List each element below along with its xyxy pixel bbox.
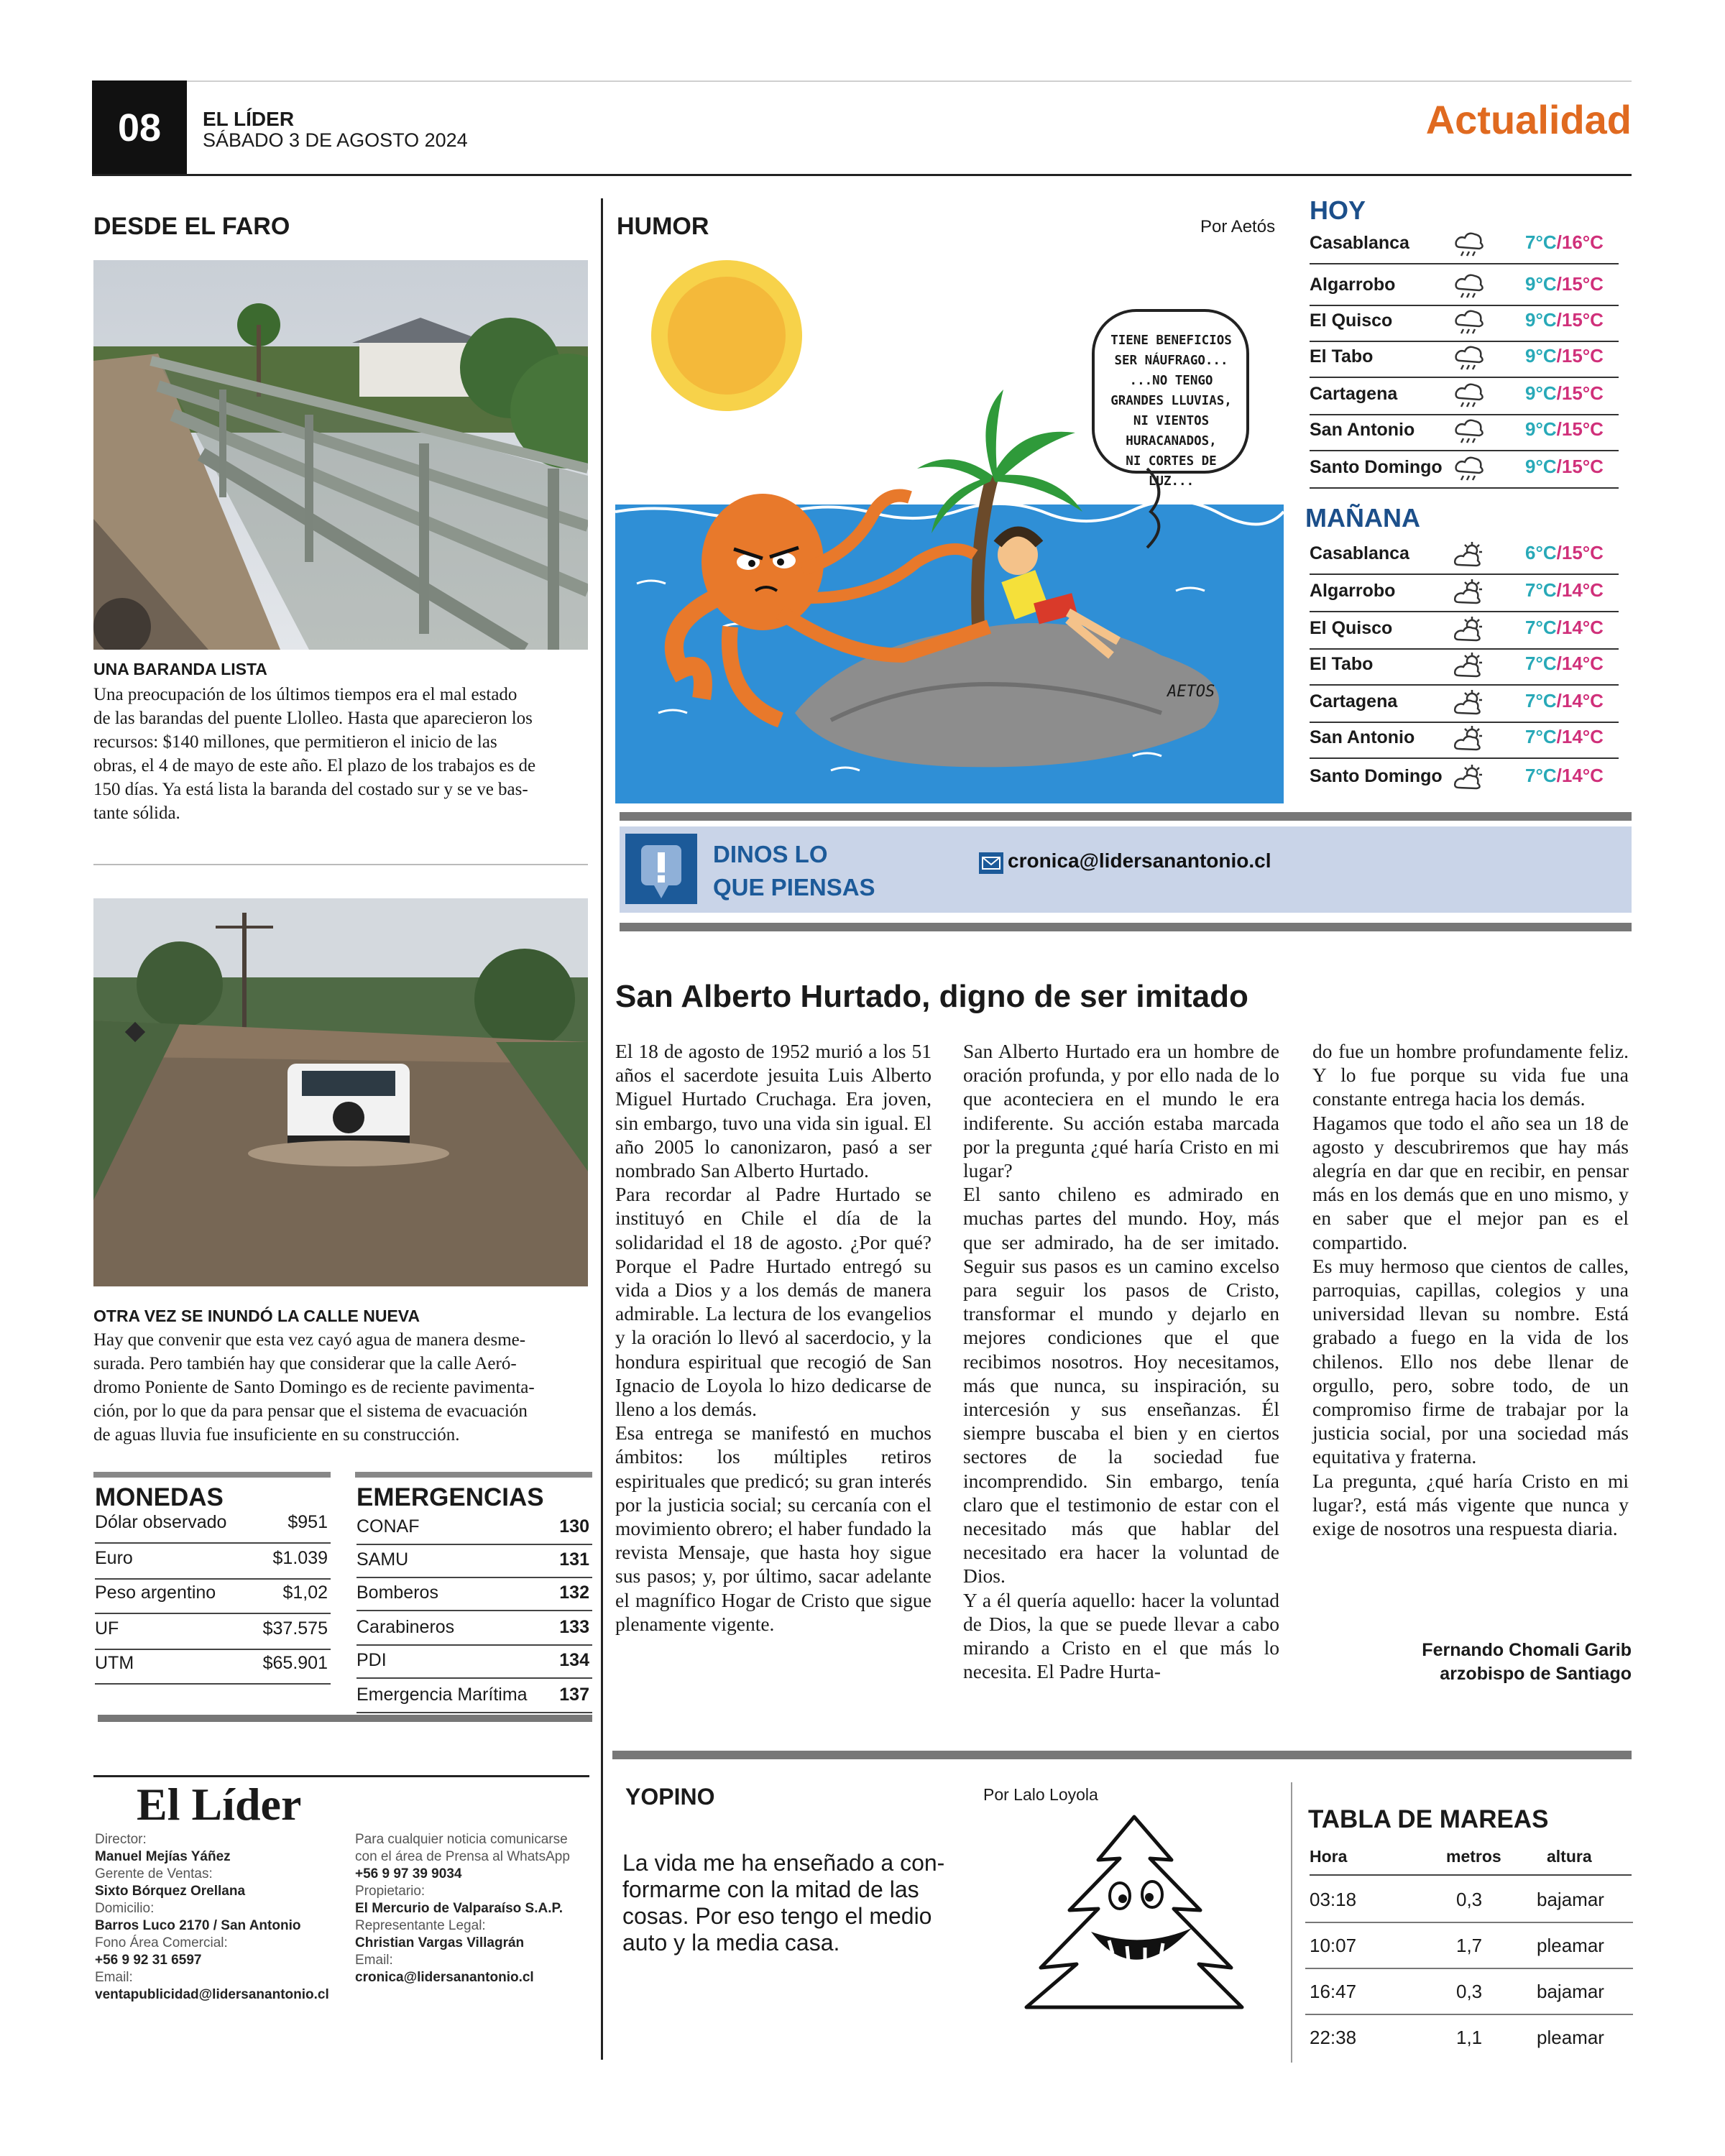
currency-row: Euro $1.039 xyxy=(95,1544,331,1580)
mail-icon xyxy=(979,852,1003,874)
weather-row: Algarrobo 7°C/14°C xyxy=(1310,575,1619,612)
article-title: San Alberto Hurtado, digno de ser imitado xyxy=(615,979,1248,1014)
yopino-tree-drawing xyxy=(1012,1810,1256,2012)
emergencias-title: EMERGENCIAS xyxy=(356,1483,544,1511)
tide-row: 22:38 1,1 pleamar xyxy=(1310,2027,1604,2048)
alert-icon xyxy=(625,834,697,904)
emergency-row: CONAF 130 xyxy=(356,1512,592,1545)
bottom-rule-left xyxy=(98,1715,592,1722)
dinos-label: DINOS LO QUE PIENSAS xyxy=(713,841,875,900)
sun-cloud-icon xyxy=(1453,651,1485,680)
column-divider xyxy=(1291,1782,1292,2063)
photo2-caption-title: OTRA VEZ SE INUNDÓ LA CALLE NUEVA xyxy=(93,1307,420,1325)
header-rule xyxy=(92,174,1632,176)
speech-bubble-text: TIENE BENEFICIOS SER NÁUFRAGO... ...NO TENGO GRANDES LLUVIAS, NI VIENTOS HURACANADOS, NI CORTES DE LUZ... xyxy=(1110,333,1232,489)
weather-tomorrow-title: MAÑANA xyxy=(1305,503,1420,533)
photo2-caption: Hay que convenir que esta vez cayó agua de manera desme- surada. Pero también hay que considerar que la calle Aeró- dromo Poniente de Santo Domingo es de reciente pavimenta- ción, por lo que da para pensar que el sistema de evacuación de aguas lluvia fue insuficiente en su construcción. xyxy=(93,1330,535,1445)
dinos-email[interactable]: cronica@lidersanantonio.cl xyxy=(1008,849,1271,872)
weather-row: Cartagena 9°C/15°C xyxy=(1310,378,1619,415)
currency-row: UF $37.575 xyxy=(95,1614,331,1650)
humor-author: Por Aetós xyxy=(1200,217,1276,236)
lower-rule xyxy=(612,1751,1632,1759)
divider xyxy=(93,864,588,865)
dinos-bottom-rule xyxy=(620,923,1632,931)
currency-row: Peso argentino $1,02 xyxy=(95,1578,331,1614)
weather-row: Santo Domingo 9°C/15°C xyxy=(1310,451,1619,489)
sun-cloud-icon xyxy=(1453,615,1485,644)
mareas-title: TABLA DE MAREAS xyxy=(1308,1805,1549,1833)
yopino-title: YOPINO xyxy=(625,1784,715,1810)
weather-row: San Antonio 7°C/14°C xyxy=(1310,722,1619,759)
emergency-row: SAMU 131 xyxy=(356,1545,592,1578)
rain-cloud-icon xyxy=(1453,308,1485,336)
dinos-banner xyxy=(620,826,1632,913)
tide-row: 10:07 1,7 pleamar xyxy=(1305,1923,1633,1969)
emergency-row: Bomberos 132 xyxy=(356,1578,592,1611)
emergency-row: Emergencia Marítima 137 xyxy=(356,1680,592,1713)
paper-name: EL LÍDER xyxy=(203,108,295,130)
sun-cloud-icon xyxy=(1453,763,1485,792)
rain-cloud-icon xyxy=(1453,454,1485,483)
weather-row: El Quisco 9°C/15°C xyxy=(1310,305,1619,342)
rain-cloud-icon xyxy=(1453,230,1485,259)
top-rule xyxy=(92,80,1632,82)
masthead-logo: El Líder xyxy=(137,1779,302,1830)
dinos-top-rule xyxy=(620,812,1632,821)
photo1-caption: Una preocupación de los últimos tiempos era el mal estado de las barandas del puente Llolleo. Hasta que aparecieron los recursos: $140 millones, que permitieron el inicio de las obras, el 4 de mayo de este año. El plazo de los trabajos es de 150 días. Ya está lista la baranda del costado sur y se ve bas- tante sólida. xyxy=(93,685,536,823)
sun-cloud-icon xyxy=(1453,540,1485,569)
article-column-1: El 18 de agosto de 1952 murió a los 51 años el sacerdote jesuita Luis Alberto Miguel Hurtado Cruchaga. Era joven, sin embargo, tuvo una vida sin igual. El año 2005 lo canonizaron, pasó a ser nombrado San Alberto Hurtado. Para recordar al Padre Hurtado se instituyó en Chile el día de la solidaridad el 18 de agosto. ¿Por qué? Porque el Padre Hurtado entregó su vida a Dios y a los demás de manera admirable. La lectura de los evangelios y la oración lo llevó al sacerdocio, y la hondura espiritual que recogió de San Ignacio de Loyola lo hizo dedicarse de lleno a los demás. Esa entrega se manifestó en muchos ámbitos: los múltiples retiros espirituales que predicó; su gran interés por la justicia social; su cercanía con el movimiento obrero; el haber fundado la revista Mensaje, que hasta hoy sigue sus pasos; y, por último, sacar adelante el magnífico Hogar de Cristo que sigue plenamente vigente. xyxy=(615,1040,932,1635)
rain-cloud-icon xyxy=(1453,381,1485,410)
column-divider xyxy=(601,198,603,2060)
issue-date: SÁBADO 3 DE AGOSTO 2024 xyxy=(203,129,468,151)
tide-row: 16:47 0,3 bajamar xyxy=(1305,1969,1633,2015)
cartoon-signature: AETOS xyxy=(1167,683,1215,701)
weather-row: El Tabo 9°C/15°C xyxy=(1310,341,1619,378)
article-column-3: do fue un hombre profundamente feliz. Y lo fue porque su vida fue una constante entrega hacia los demás. Hagamos que todo el año sea un 18 de agosto y descubriremos que hay más alegría en dar que en recibir, en pensar más en los demás que en uno mismo, y en saber que el mejor pan es el compartido. Es muy hermoso que cientos de calles, parroquias, capillas, colegios y una universidad llevan su nombre. Está grabado a fuego en la vida de los chilenos. Ello nos debe llenar de orgullo, pero, sobre todo, de un compromiso firme de trabajar por la justicia social, por una sociedad más equitativa y fraterna. La pregunta, ¿qué haría Cristo en mi lugar?, está más vigente que nunca y exige de nosotros una respuesta diaria. xyxy=(1312,1040,1629,1540)
weather-today-title: HOY xyxy=(1310,195,1366,225)
weather-row: Casablanca 7°C/16°C xyxy=(1310,227,1619,264)
photo1-caption-title: UNA BARANDA LISTA xyxy=(93,660,267,678)
weather-row: El Quisco 7°C/14°C xyxy=(1310,612,1619,650)
monedas-title: MONEDAS xyxy=(95,1483,224,1511)
masthead-contact: Para cualquier noticia comunicarse con el área de Prensa al WhatsApp +56 9 97 39 9034 Propietario: El Mercurio de Valparaíso S.A.P. Representante Legal: Christian Vargas Villagrán Email: cronica@lidersanantonio.cl xyxy=(355,1832,570,1985)
weather-row: Santo Domingo 7°C/14°C xyxy=(1310,760,1619,796)
article-byline: Fernando Chomali Garib arzobispo de Santiago xyxy=(1422,1640,1632,1684)
emergency-row: PDI 134 xyxy=(356,1646,592,1679)
emergencias-rule xyxy=(355,1472,592,1478)
page-number: 08 xyxy=(92,80,187,175)
mareas-header: Hora metros altura xyxy=(1310,1846,1632,1876)
monedas-rule xyxy=(93,1472,331,1478)
rain-cloud-icon xyxy=(1453,344,1485,372)
rain-cloud-icon xyxy=(1453,417,1485,446)
sun-cloud-icon xyxy=(1453,724,1485,753)
currency-row: UTM $65.901 xyxy=(95,1649,331,1685)
masthead-rule xyxy=(93,1775,589,1777)
weather-row: Cartagena 7°C/14°C xyxy=(1310,686,1619,723)
yopino-quote: La vida me ha enseñado a con- formarme con la mitad de las cosas. Por eso tengo el medio auto y la media casa. xyxy=(622,1850,945,1955)
humor-cartoon xyxy=(615,253,1284,803)
flooded-street-photo xyxy=(93,898,588,1286)
desde-el-faro-title: DESDE EL FARO xyxy=(93,213,290,240)
sun-cloud-icon xyxy=(1453,688,1485,717)
humor-title: HUMOR xyxy=(617,213,709,240)
bridge-railing-photo xyxy=(93,260,588,650)
section-title: Actualidad xyxy=(1425,97,1632,142)
weather-row: Casablanca 6°C/15°C xyxy=(1310,538,1619,575)
tide-row: 03:18 0,3 bajamar xyxy=(1305,1877,1633,1923)
rain-cloud-icon xyxy=(1453,272,1485,300)
sun-cloud-icon xyxy=(1453,578,1485,607)
masthead-staff: Director: Manuel Mejías Yáñez Gerente de Ventas: Sixto Bórquez Orellana Domicilio: Barros Luco 2170 / San Antonio Fono Área Comercial: +56 9 92 31 6597 Email: ventapublicidad@lidersanantonio.cl xyxy=(95,1832,329,2002)
weather-row: San Antonio 9°C/15°C xyxy=(1310,414,1619,451)
weather-row: El Tabo 7°C/14°C xyxy=(1310,648,1619,686)
emergency-row: Carabineros 133 xyxy=(356,1613,592,1646)
weather-row: Algarrobo 9°C/15°C xyxy=(1310,269,1619,306)
article-column-2: San Alberto Hurtado era un hombre de oración profunda, y por ello nada de lo que aconteciera en el mundo le era indiferente. Su acción estaba marcada por la pregunta ¿qué haría Cristo en mi lugar? El santo chileno es admirado en muchas partes del mundo. Hoy, más que ser admirado, ha de ser imitado. Seguir sus pasos es un camino excelso para seguir los pasos de Cristo, transformar el mundo y dejarlo en mejores condiciones que el que recibimos nosotros. Hoy necesitamos, más que nunca, su inspiración, su intercesión y sus enseñanzas. Él siempre buscaba el bien y en ciertos sectores de la sociedad fue incomprendido. Sin embargo, tenía claro que el testimonio de estar con el necesitado más que hablar del necesitado era hacer la voluntad de Dios. Y a él quería aquello: hacer la voluntad de Dios, la que se puede llevar a cabo mirando a Cristo en el que más lo necesita. El Padre Hurta- xyxy=(963,1040,1279,1683)
currency-row: Dólar observado $951 xyxy=(95,1508,331,1544)
yopino-author: Por Lalo Loyola xyxy=(983,1785,1098,1804)
